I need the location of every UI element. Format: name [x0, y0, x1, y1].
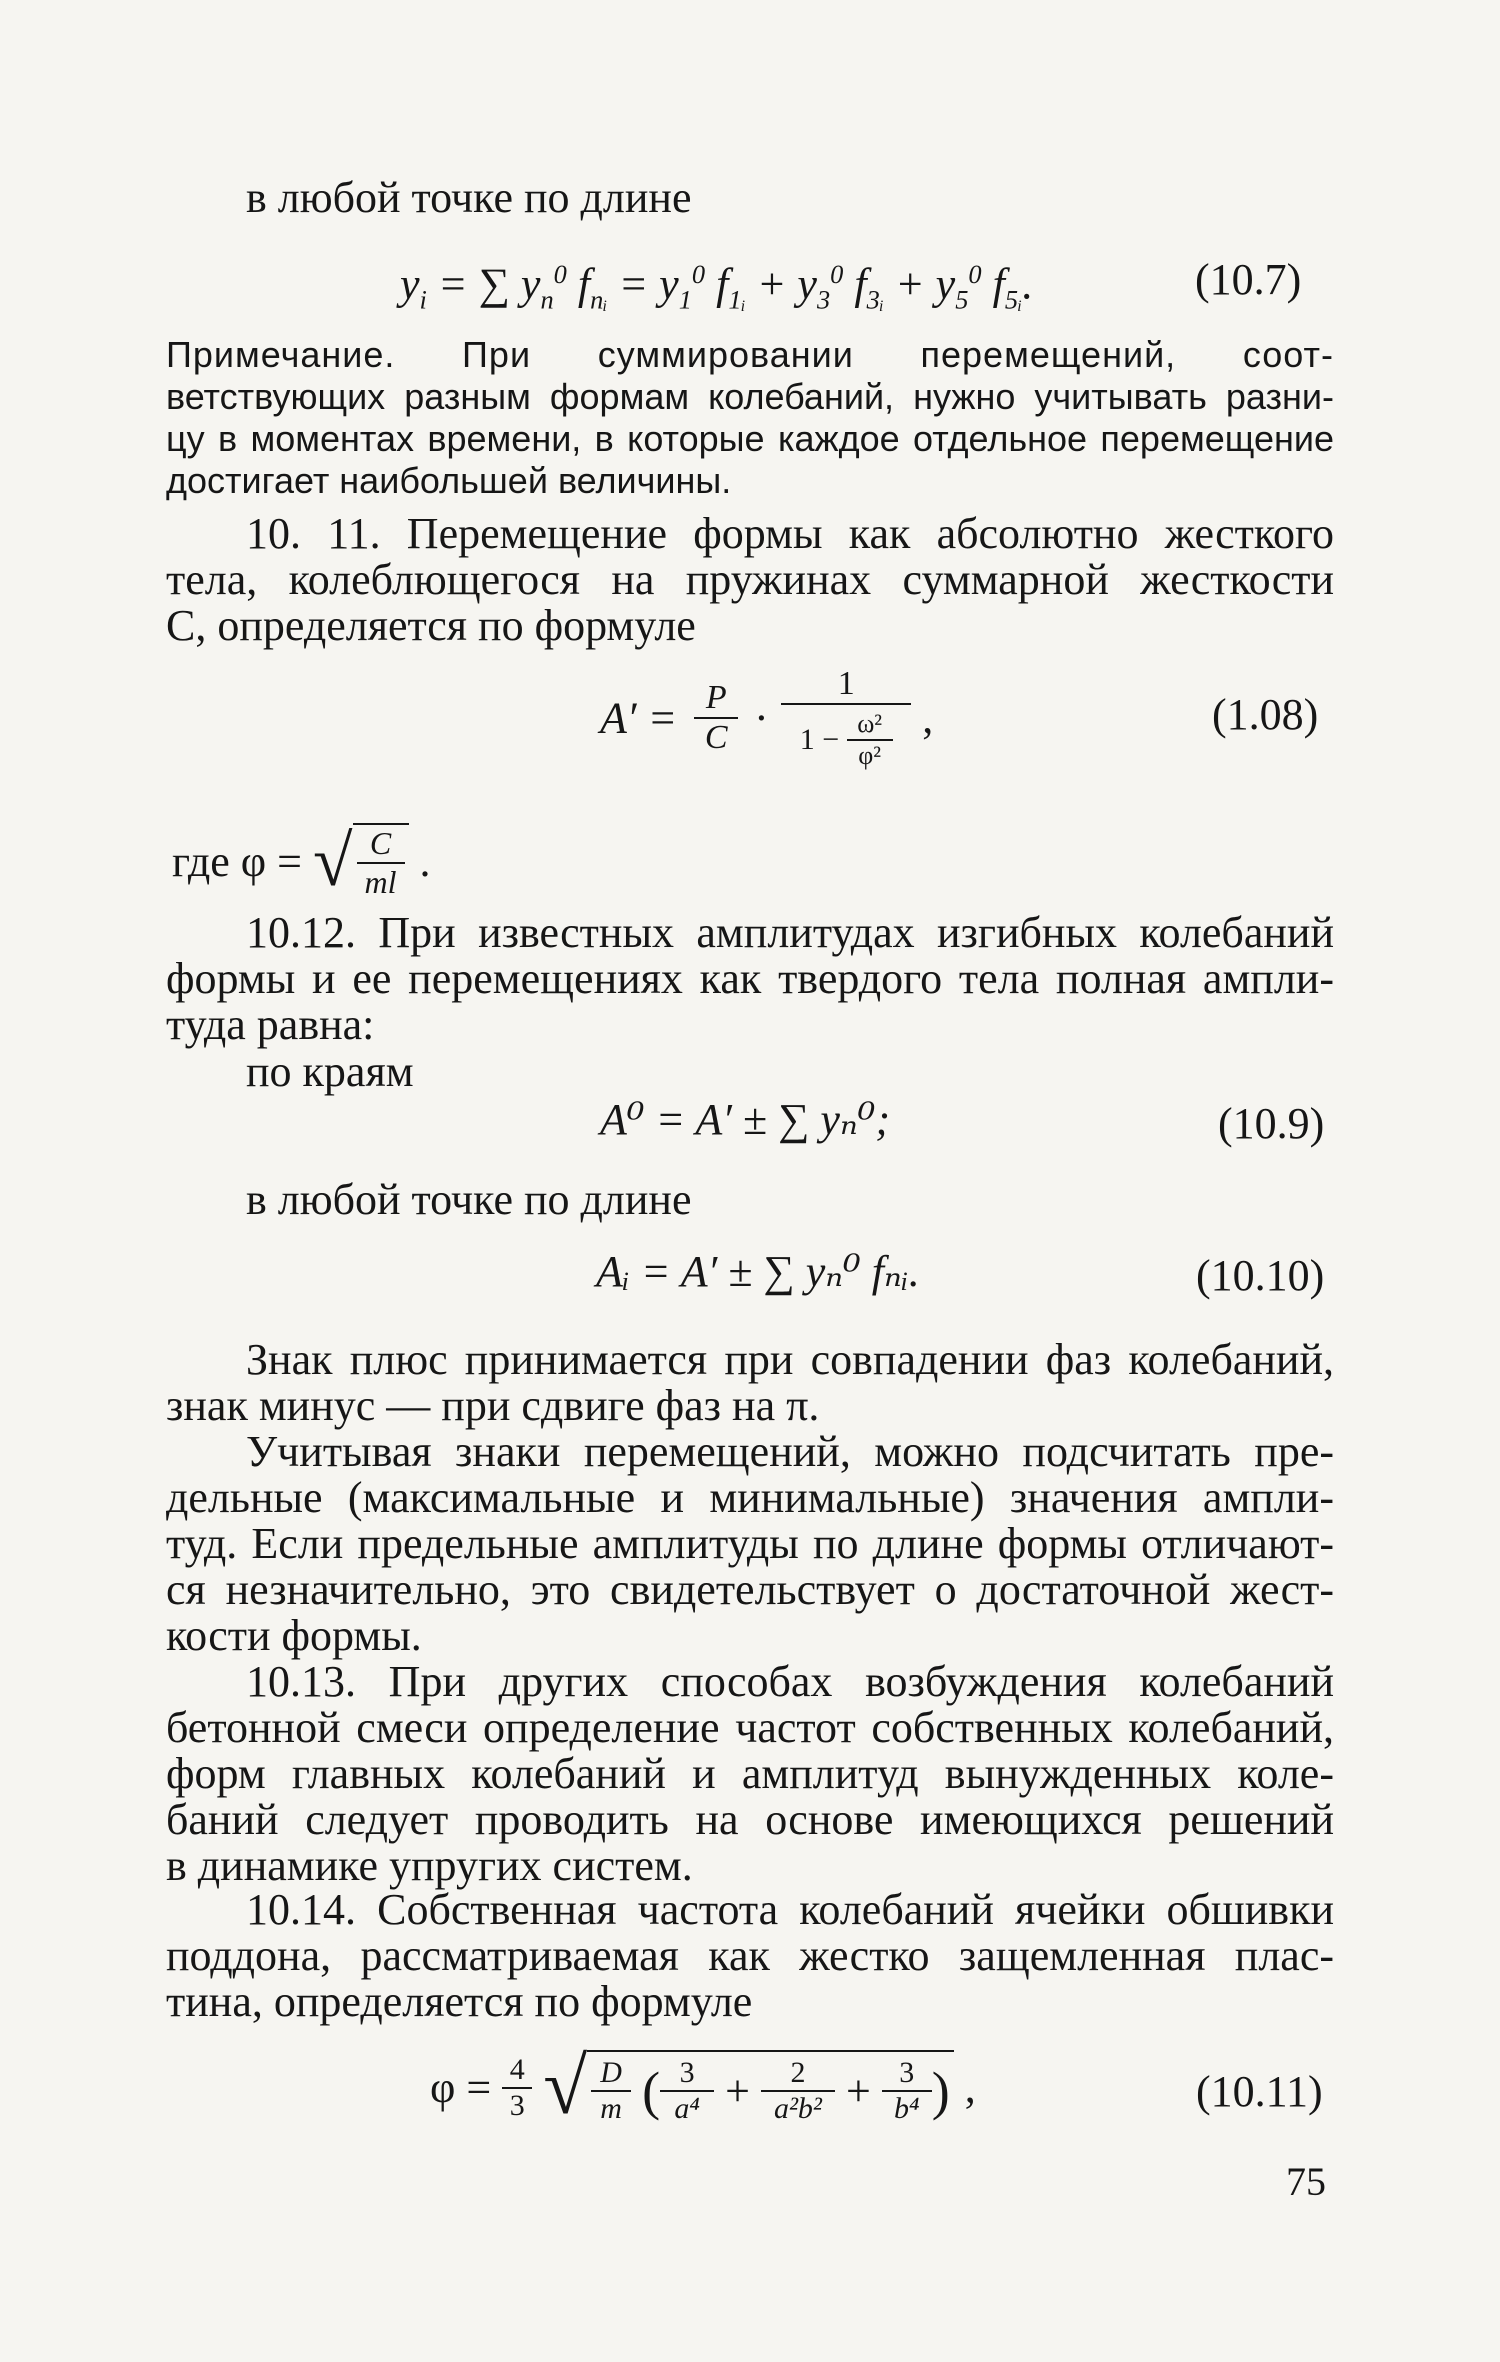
section-10-11-line: тела, колеблющегося на пружинах суммарной жесткости	[166, 555, 1334, 604]
eq-10-7-label: (10.7)	[1195, 255, 1302, 304]
limits-line: Учитывая знаки перемещений, можно подсчитать пре-	[246, 1427, 1334, 1476]
section-10-13-line: бетонной смеси определение частот собственных колебаний,	[166, 1703, 1334, 1752]
equation-1-08: A′ = $\frac{P}{C}$ · 1 1 − $\frac{\text{ω²}}{\text{φ²}}$ ,	[600, 665, 934, 770]
note-line: цу в моментах времени, в которые каждое отдельное перемещение	[166, 418, 1334, 459]
eq-10-11-lhs: φ =	[430, 2063, 492, 2112]
section-10-13-line: в динамике упругих систем.	[166, 1841, 693, 1890]
where-phi-num: C	[369, 824, 392, 861]
where-phi-prefix: где φ =	[172, 837, 302, 886]
eq-10-11-coef	[502, 2053, 532, 2123]
eq-1-08-comma: ,	[922, 693, 934, 743]
section-10-14-line: поддона, рассматриваемая как жестко защемленная плас-	[166, 1931, 1334, 1980]
sign-line: знак минус — при сдвиге фаз на π.	[166, 1381, 820, 1430]
eq-1-08-num: P	[705, 679, 727, 716]
intro-line: в любой точке по длине	[246, 173, 692, 222]
eq-1-08-lhs: A′ =	[600, 693, 678, 743]
section-10-12	[166, 908, 1334, 1049]
eq-10-7-lhs: y	[400, 259, 420, 309]
limits-paragraph	[166, 1427, 1334, 1660]
equation-10-11: φ = $\frac{4}{3}$ √ $\frac{D}{m}$ ( $\frac{3}{\text{a⁴}}$ + $\frac{2}{\text{a²b²}}$ + $\frac{3}{\text{b⁴}}$ ) ,	[430, 2043, 976, 2131]
where-phi-suffix: .	[419, 837, 431, 886]
eq-1-08-frac-main	[781, 665, 911, 771]
eq-1-08-phi: φ²	[847, 739, 893, 771]
eq-10-11-m: m	[591, 2090, 631, 2126]
eq-10-9-label: (10.9)	[1218, 1099, 1325, 1148]
edges-label: по краям	[246, 1047, 414, 1096]
eq-10-7-body: = ∑ y	[437, 259, 541, 309]
limits-line: кости формы.	[166, 1611, 422, 1660]
section-10-12-line: туда равна:	[166, 1000, 375, 1049]
section-10-13-line: форм главных колебаний и амплитуд вынужденных коле-	[166, 1749, 1334, 1798]
eq-10-11-t1-den: a⁴	[660, 2090, 714, 2126]
section-10-14-line: 10.14. Собственная частота колебаний ячейки обшивки	[246, 1885, 1334, 1934]
where-phi-den: ml	[357, 862, 405, 901]
eq-1-08-frac-p-c	[694, 679, 738, 757]
eq-10-11-label: (10.11)	[1196, 2067, 1323, 2116]
sign-paragraph	[166, 1335, 1334, 1430]
sign-line: Знак плюс принимается при совпадении фаз колебаний,	[246, 1335, 1334, 1384]
page-number: 75	[1286, 2159, 1326, 2204]
section-10-12-line: 10.12. При известных амплитудах изгибных колебаний	[246, 908, 1334, 957]
note-line: Примечание. При суммировании перемещений, соот-	[166, 334, 1334, 375]
where-phi: где φ = √ $\frac{C}{ml}$ .	[172, 821, 431, 901]
limits-line: туд. Если предельные амплитуды по длине формы отличают-	[166, 1519, 1334, 1568]
eq-10-11-coef-num: 4	[509, 2052, 525, 2086]
limits-line: дельные (максимальные и минимальные) значения ампли-	[166, 1473, 1334, 1522]
note-line: достигает наибольшей величины.	[166, 460, 732, 501]
any-point-line: в любой точке по длине	[246, 1175, 692, 1224]
eq-1-08-omega: ω²	[857, 709, 883, 738]
eq-1-08-label: (1.08)	[1212, 690, 1319, 739]
equation-10-7: $y_i$ = ∑ $y_n^0$ $f_{nᵢ} = y_1^0$ $f_{1ᵢ} + y_3^0$ $f_{3ᵢ} + y_5^0$ $f_{5ᵢ}$.	[400, 259, 1034, 315]
eq-10-11-t3-den: b⁴	[882, 2090, 932, 2126]
eq-1-08-num2: 1	[837, 665, 855, 702]
eq-10-11-t3-num: 3	[899, 2055, 915, 2089]
eq-10-11-d: D	[600, 2055, 622, 2089]
section-10-13-line: баний следует проводить на основе имеющихся решений	[166, 1795, 1334, 1844]
eq-10-11-comma: ,	[964, 2063, 976, 2112]
limits-line: ся незначительно, это свидетельствует о достаточной жест-	[166, 1565, 1334, 1614]
section-10-11-line: 10. 11. Перемещение формы как абсолютно жесткого	[246, 509, 1334, 558]
equation-10-10: Aᵢ = A′ ± ∑ yₙ⁰ fₙᵢ.	[596, 1247, 920, 1296]
section-10-12-line: формы и ее перемещениях как твердого тела полная ампли-	[166, 954, 1334, 1003]
eq-1-08-den: C	[694, 717, 738, 757]
section-10-14	[166, 1885, 1334, 2026]
section-10-11-line: C, определяется по формуле	[166, 601, 696, 650]
eq-10-11-t1-num: 3	[679, 2055, 695, 2089]
section-10-13-line: 10.13. При других способах возбуждения колебаний	[246, 1657, 1334, 1706]
eq-10-11-t2-num: 2	[790, 2055, 806, 2089]
section-10-13	[166, 1657, 1334, 1890]
eq-1-08-den-pre: 1 −	[799, 723, 840, 756]
equation-10-9: A⁰ = A′ ± ∑ yₙ⁰;	[600, 1095, 891, 1144]
eq-10-11-coef-den: 3	[502, 2087, 532, 2123]
note-block	[166, 334, 1334, 501]
section-10-11	[166, 509, 1334, 650]
note-line: ветствующих разным формам колебаний, нужно учитывать разни-	[166, 376, 1334, 417]
eq-10-7-lhs-sub: i	[419, 284, 427, 315]
eq-10-10-label: (10.10)	[1196, 1251, 1325, 1300]
section-10-14-line: тина, определяется по формуле	[166, 1977, 753, 2026]
eq-10-11-t2-den: a²b²	[761, 2090, 835, 2126]
